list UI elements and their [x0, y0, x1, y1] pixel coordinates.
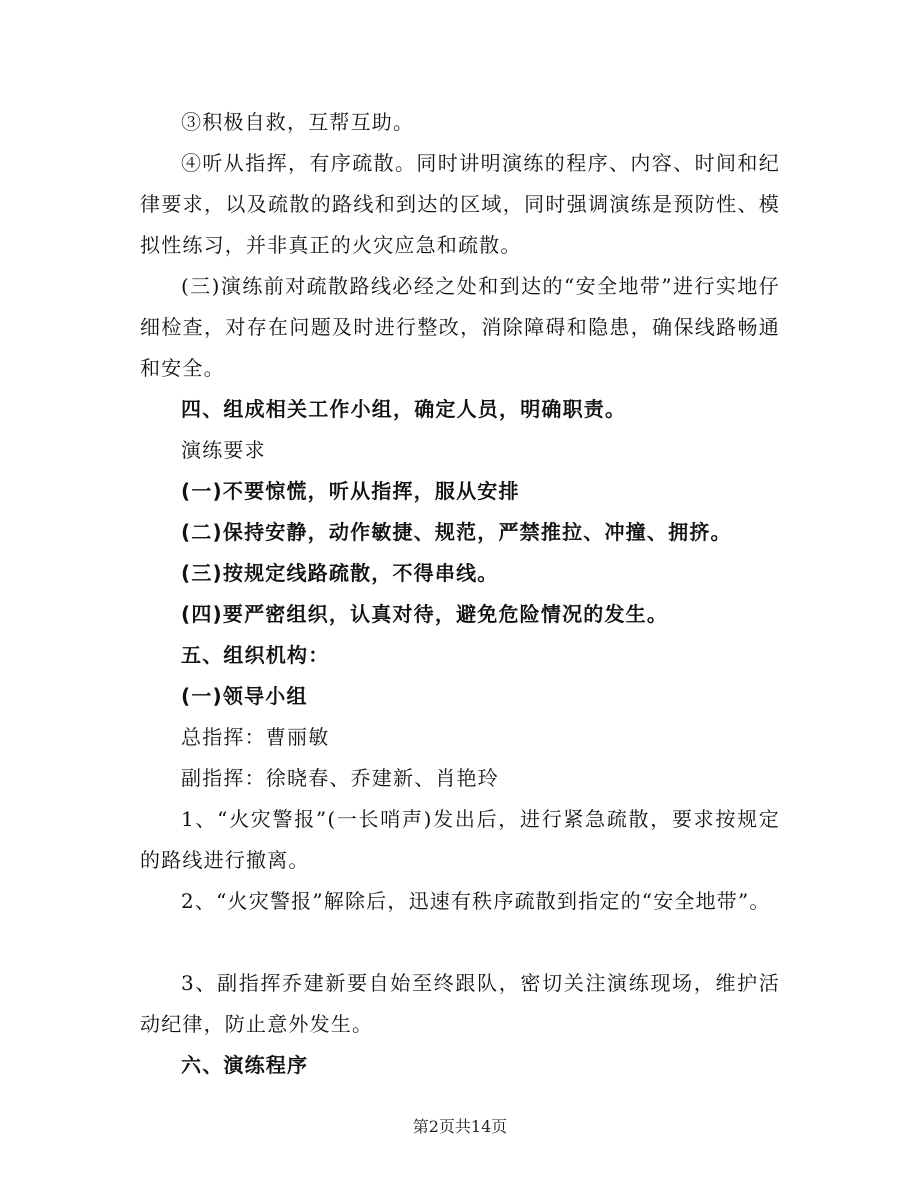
paragraph-alarm-issued: 1、“火灾警报”(一长哨声)发出后，进行紧急疏散，要求按规定的路线进行撤离。 [140, 807, 780, 872]
paragraph-route-inspection: (三)演练前对疏散路线必经之处和到达的“安全地带”进行实地仔细检查，对存在问题及时进行整改，消除障碍和隐患，确保线路畅通和安全。 [140, 274, 780, 380]
requirement-item-1: (一)不要惊慌，听从指挥，服从安排 [181, 479, 520, 503]
paragraph-deputy-duty: 3、副指挥乔建新要自始至终跟队，密切关注演练现场，维护活动纪律，防止意外发生。 [140, 971, 780, 1036]
paragraph-deputy-commanders: 副指挥：徐晓春、乔建新、肖艳玲 [181, 766, 499, 790]
requirement-item-3: (三)按规定线路疏散，不得串线。 [181, 561, 499, 585]
heading-section-six: 六、演练程序 [181, 1053, 309, 1077]
heading-section-four: 四、组成相关工作小组，确定人员，明确职责。 [181, 397, 627, 421]
page-number-footer: 第2页共14页 [412, 1117, 508, 1136]
requirement-item-2: (二)保持安静，动作敏捷、规范，严禁推拉、冲撞、拥挤。 [181, 520, 732, 544]
paragraph-drill-requirements: 演练要求 [181, 438, 266, 462]
heading-leadership-group: (一)领导小组 [181, 684, 308, 708]
paragraph-alarm-cleared: 2、“火灾警报”解除后，迅速有秩序疏散到指定的“安全地带”。 [181, 889, 771, 913]
paragraph-chief-commander: 总指挥：曹丽敏 [181, 725, 330, 749]
paragraph-follow-command: ④听从指挥，有序疏散。同时讲明演练的程序、内容、时间和纪律要求，以及疏散的路线和到达的区域，同时强调演练是预防性、模拟性练习，并非真正的火灾应急和疏散。 [140, 151, 780, 257]
paragraph-self-rescue: ③积极自救，互帮互助。 [181, 110, 415, 134]
requirement-item-4: (四)要严密组织，认真对待，避免危险情况的发生。 [181, 602, 669, 626]
heading-section-five: 五、组织机构： [181, 643, 330, 667]
